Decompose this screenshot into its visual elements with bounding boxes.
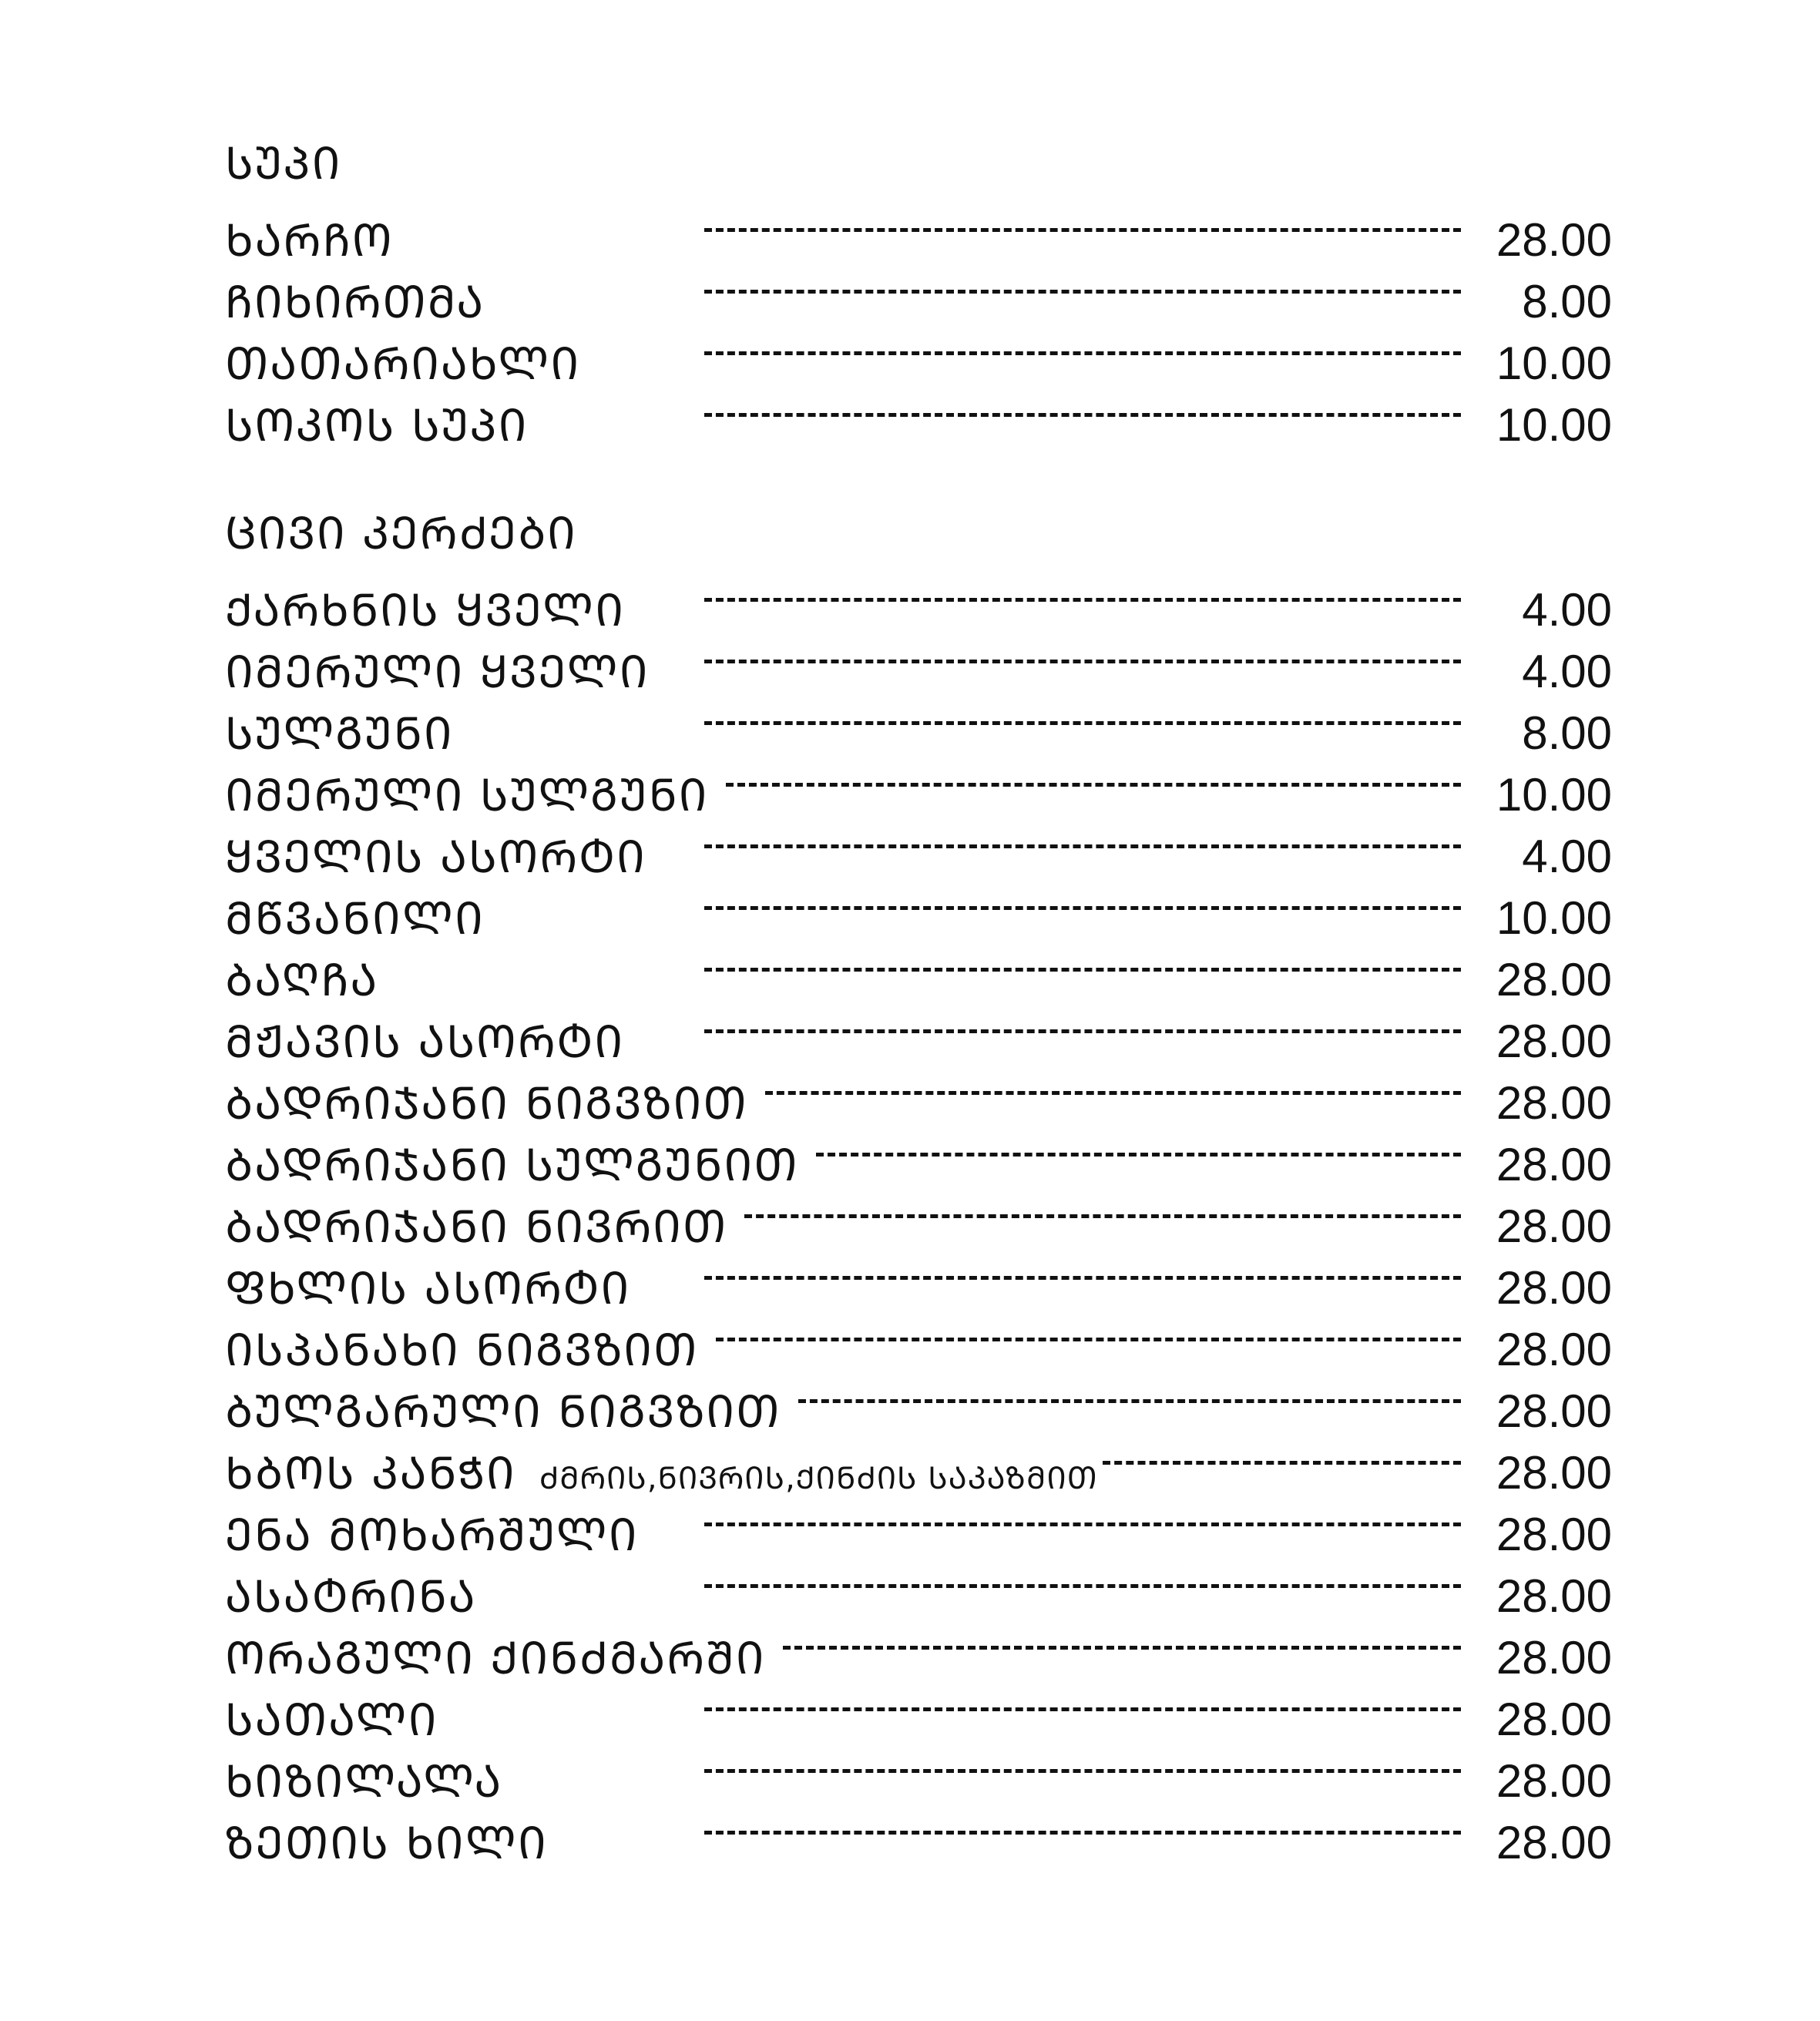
item-name: ᲘᲛᲔᲠᲣᲚᲘ ᲧᲕᲔᲚᲘ xyxy=(225,646,650,698)
item-price: 28.00 xyxy=(1496,1262,1612,1314)
menu-item xyxy=(225,194,1612,267)
dotted-leader xyxy=(704,934,1461,995)
item-price: 28.00 xyxy=(1496,1016,1612,1067)
item-name: ᲑᲐᲦᲩᲐ xyxy=(225,954,379,1006)
item-price: 28.00 xyxy=(1496,1447,1612,1499)
dotted-leader xyxy=(704,564,1461,626)
item-name: ᲑᲐᲓᲠᲘᲯᲐᲜᲘ ᲜᲘᲕᲠᲘᲗ xyxy=(225,1200,728,1253)
item-name: ᲛᲬᲕᲐᲜᲘᲚᲘ xyxy=(225,892,485,945)
item-price: 28.00 xyxy=(1496,1385,1612,1437)
dotted-leader xyxy=(704,626,1461,687)
section-cold-dishes xyxy=(225,502,1612,1869)
item-price: 4.00 xyxy=(1522,584,1612,636)
dotted-leader xyxy=(816,1119,1461,1180)
dotted-leader xyxy=(704,1735,1461,1797)
item-name: ᲧᲕᲔᲚᲘᲡ ᲐᲡᲝᲠᲢᲘ xyxy=(225,831,646,883)
dotted-leader xyxy=(704,1550,1461,1612)
dotted-leader xyxy=(704,687,1461,749)
item-price: 28.00 xyxy=(1496,1200,1612,1252)
item-name: ᲮᲐᲠᲩᲝ xyxy=(225,214,394,267)
item-price: 8.00 xyxy=(1522,276,1612,327)
dotted-leader xyxy=(704,1674,1461,1735)
item-name: ᲥᲐᲠᲮᲜᲘᲡ ᲧᲕᲔᲚᲘ xyxy=(225,584,626,636)
dotted-leader xyxy=(704,379,1461,441)
item-price: 8.00 xyxy=(1522,707,1612,759)
item-price: 28.00 xyxy=(1496,1139,1612,1190)
item-price: 28.00 xyxy=(1496,1509,1612,1560)
item-price: 10.00 xyxy=(1496,399,1612,451)
item-price: 28.00 xyxy=(1496,1570,1612,1622)
item-price: 28.00 xyxy=(1496,214,1612,266)
dotted-leader xyxy=(704,317,1461,379)
item-name: ᲑᲣᲚᲒᲐᲠᲣᲚᲘ ᲜᲘᲒᲕᲖᲘᲗ xyxy=(225,1385,781,1438)
item-name: ᲑᲐᲓᲠᲘᲯᲐᲜᲘ ᲡᲣᲚᲒᲣᲜᲘᲗ xyxy=(225,1139,799,1191)
menu-item xyxy=(225,564,1612,636)
dotted-leader xyxy=(704,811,1461,872)
section-soups xyxy=(225,133,1612,452)
item-name: ᲩᲘᲮᲘᲠᲗᲛᲐ xyxy=(225,276,485,328)
item-name: ᲘᲡᲞᲐᲜᲐᲮᲘ ᲜᲘᲒᲕᲖᲘᲗ xyxy=(225,1324,699,1376)
dotted-leader xyxy=(765,1057,1461,1119)
dotted-leader xyxy=(744,1180,1461,1242)
dotted-leader xyxy=(704,256,1461,317)
item-name: ᲔᲜᲐ ᲛᲝᲮᲐᲠᲨᲣᲚᲘ xyxy=(225,1509,639,1561)
dotted-leader xyxy=(704,1489,1461,1550)
item-price: 28.00 xyxy=(1496,1755,1612,1807)
item-name: ᲡᲝᲙᲝᲡ ᲡᲣᲞᲘ xyxy=(225,399,529,452)
item-name: ᲡᲐᲗᲐᲚᲘ xyxy=(225,1694,438,1746)
item-name: ᲐᲡᲐᲢᲠᲘᲜᲐ xyxy=(225,1570,477,1623)
dotted-leader xyxy=(704,194,1461,256)
item-price: 28.00 xyxy=(1496,1077,1612,1129)
item-price: 28.00 xyxy=(1496,1817,1612,1868)
item-price: 10.00 xyxy=(1496,892,1612,944)
item-name: ᲘᲛᲔᲠᲣᲚᲘ ᲡᲣᲚᲒᲣᲜᲘ xyxy=(225,769,709,821)
item-name: ᲛᲟᲐᲕᲘᲡ ᲐᲡᲝᲠᲢᲘ xyxy=(225,1016,625,1068)
menu xyxy=(225,133,1612,1869)
item-name: ᲖᲔᲗᲘᲡ ᲮᲘᲚᲘ xyxy=(225,1817,548,1869)
item-price: 4.00 xyxy=(1522,831,1612,882)
item-name: ᲤᲮᲚᲘᲡ ᲐᲡᲝᲠᲢᲘ xyxy=(225,1262,631,1314)
section-title: ᲡᲣᲞᲘ xyxy=(225,137,342,190)
item-name: ᲮᲘᲖᲘᲚᲐᲚᲐ xyxy=(225,1755,503,1808)
item-price: 28.00 xyxy=(1496,954,1612,1005)
dotted-leader xyxy=(704,1797,1461,1858)
section-title: ᲪᲘᲕᲘ ᲙᲔᲠᲫᲔᲑᲘ xyxy=(225,507,577,559)
item-price: 10.00 xyxy=(1496,769,1612,821)
item-price: 4.00 xyxy=(1522,646,1612,697)
item-name: ᲮᲑᲝᲡ ᲙᲐᲜᲭᲘ xyxy=(225,1447,516,1499)
item-note: ᲫᲛᲠᲘᲡ,ᲜᲘᲕᲠᲘᲡ,ᲥᲘᲜᲫᲘᲡ ᲡᲐᲙᲐᲖᲛᲘᲗ xyxy=(539,1461,1098,1496)
item-price: 28.00 xyxy=(1496,1694,1612,1745)
dotted-leader xyxy=(704,995,1461,1057)
item-name: ᲑᲐᲓᲠᲘᲯᲐᲜᲘ ᲜᲘᲒᲕᲖᲘᲗ xyxy=(225,1077,748,1130)
dotted-leader xyxy=(704,872,1461,934)
item-name: ᲝᲠᲐᲒᲣᲚᲘ ᲥᲘᲜᲫᲛᲐᲠᲨᲘ xyxy=(225,1632,766,1684)
dotted-leader xyxy=(704,1242,1461,1304)
item-price: 28.00 xyxy=(1496,1324,1612,1375)
item-price: 10.00 xyxy=(1496,337,1612,389)
dotted-leader xyxy=(726,749,1461,811)
dotted-leader xyxy=(716,1304,1462,1365)
dotted-leader xyxy=(1103,1427,1461,1489)
item-price: 28.00 xyxy=(1496,1632,1612,1684)
dotted-leader xyxy=(783,1612,1461,1674)
item-name: ᲗᲐᲗᲐᲠᲘᲐᲮᲚᲘ xyxy=(225,337,581,390)
dotted-leader xyxy=(798,1365,1461,1427)
item-name: ᲡᲣᲚᲒᲣᲜᲘ xyxy=(225,707,454,760)
